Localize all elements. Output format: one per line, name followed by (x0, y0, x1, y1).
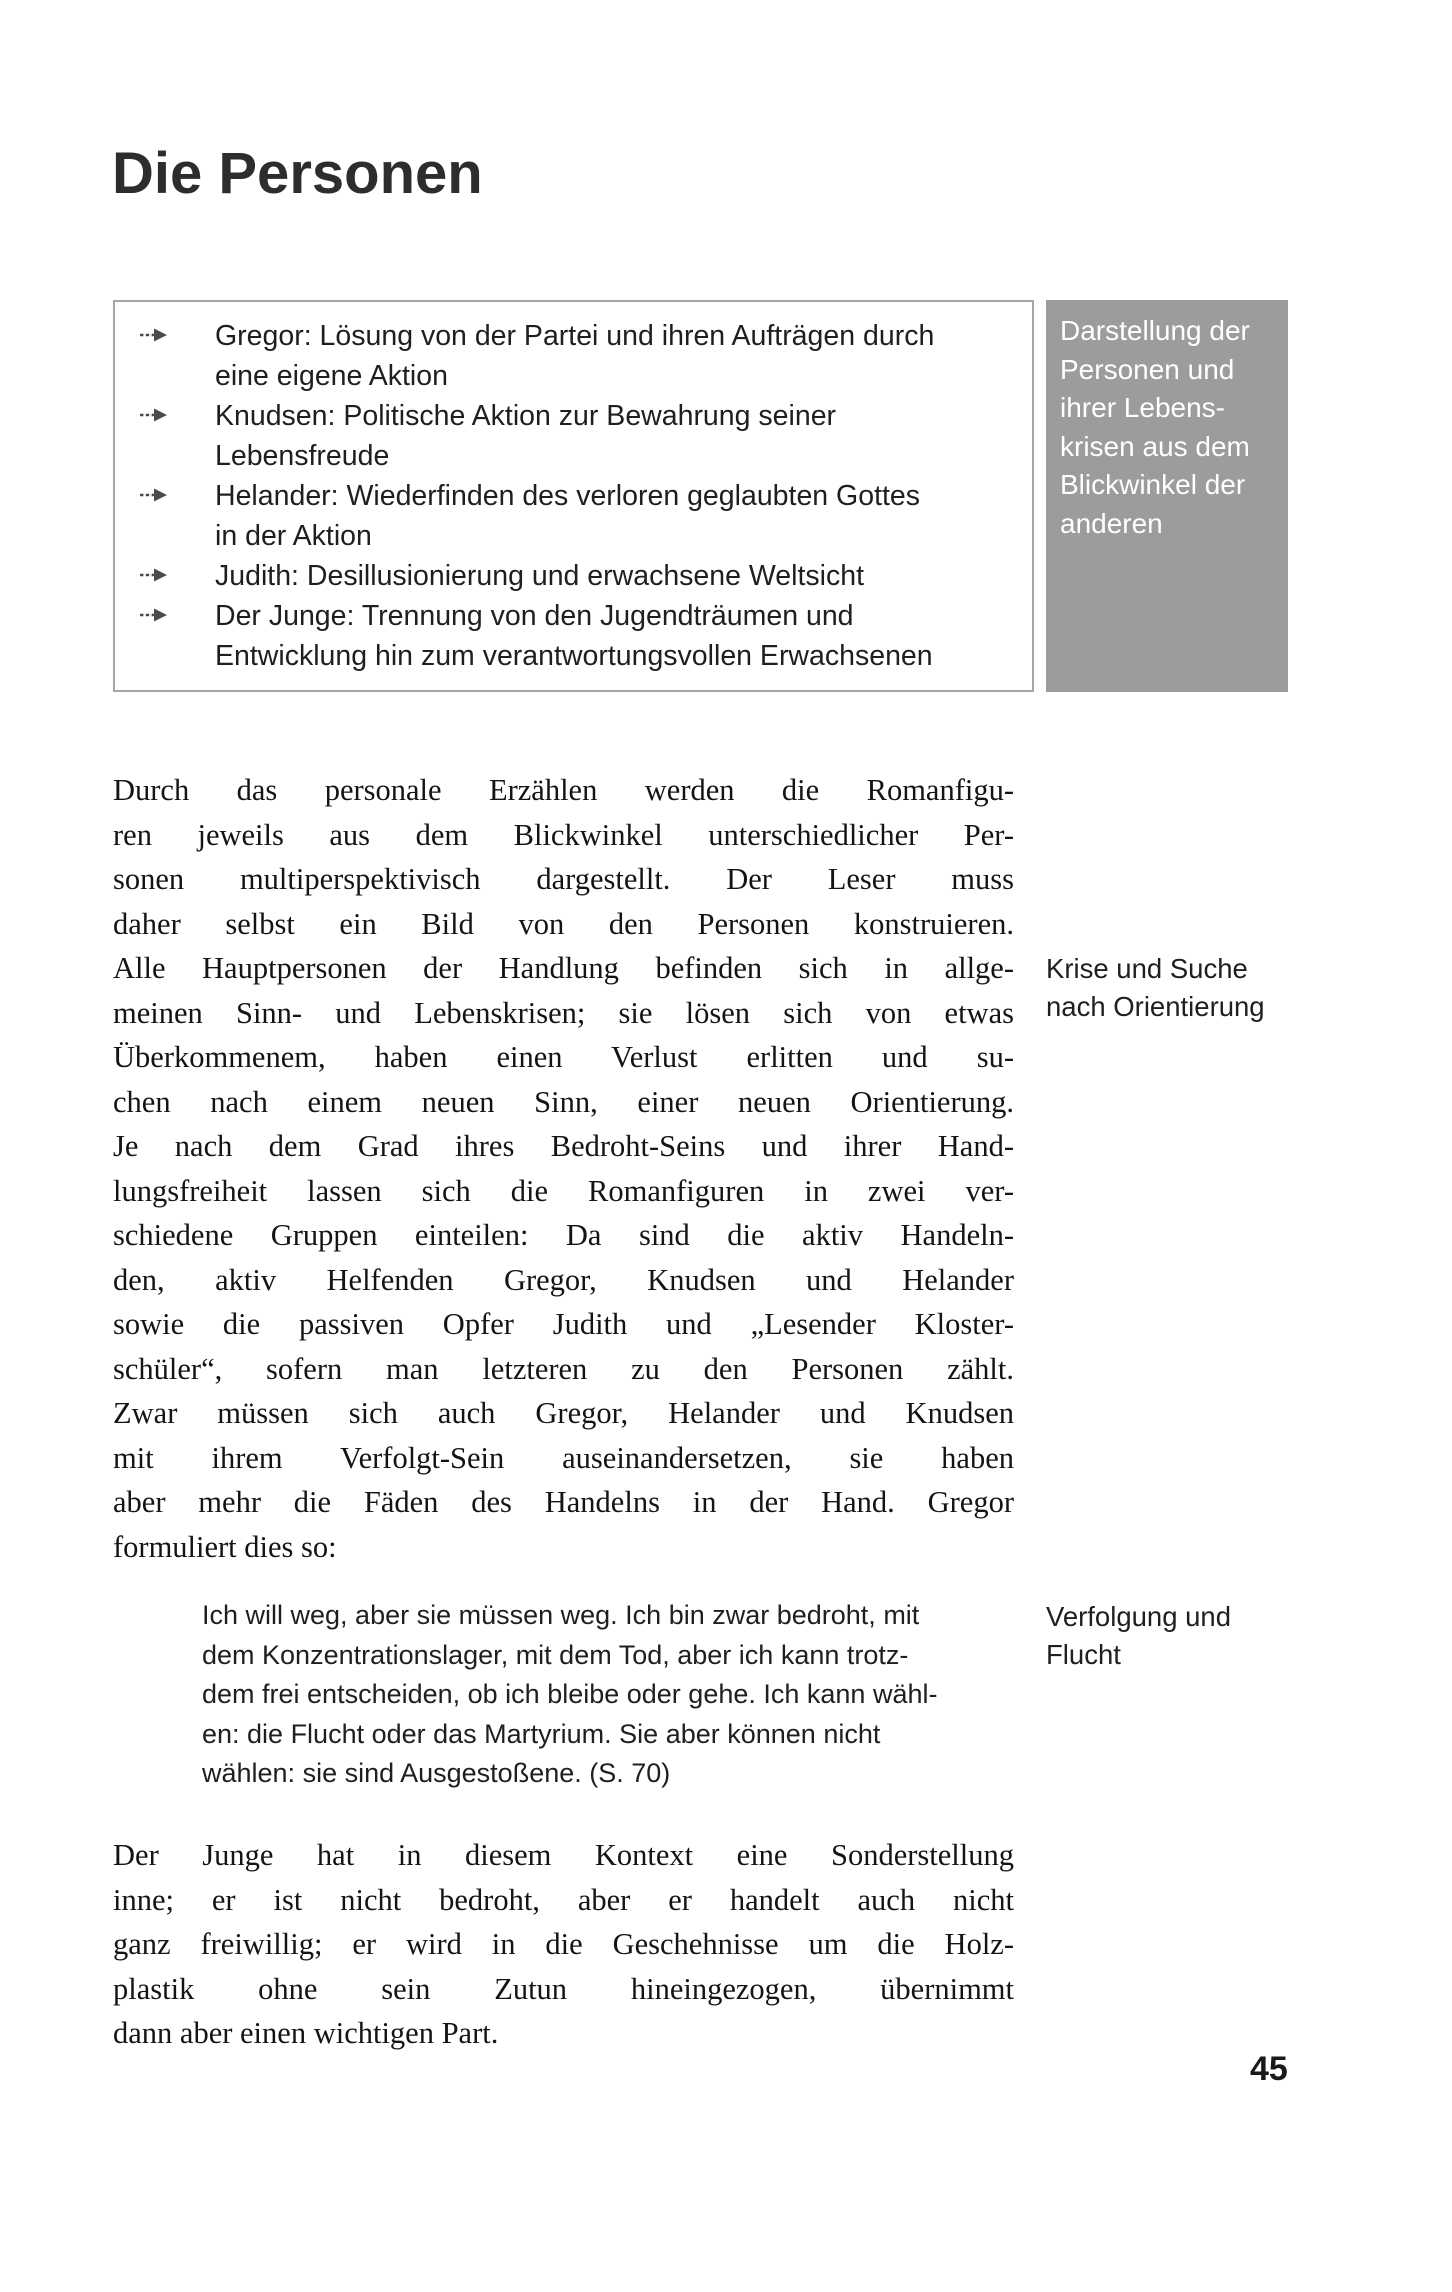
text-line: ganz freiwillig; er wird in die Geschehnisse um die Holz- (113, 1927, 1014, 1961)
summary-item-text (215, 396, 836, 476)
text-line: chen nach einem neuen Sinn, einer neuen Orientierung. (113, 1084, 1014, 1119)
text-line: Der Junge hat in diesem Kontext eine Sonderstellung (113, 1838, 1014, 1872)
text-line: Personen und (1060, 353, 1235, 385)
text-line: eine eigene Aktion (215, 360, 448, 392)
text-line: Der Junge: Trennung von den Jugendträumen und (215, 600, 854, 632)
paragraph-der-junge (113, 1833, 1014, 2056)
text-line: Entwicklung hin zum verantwortungsvollen Erwachsenen (215, 640, 933, 672)
text-line: Verfolgung und (1046, 1601, 1232, 1632)
paragraph-multiperspektive (113, 768, 1014, 1569)
text-line: anderen (1060, 507, 1163, 539)
text-line: plastik ohne sein Zutun hineingezogen, übernimmt (113, 1971, 1014, 2006)
text-line: dem Konzentrationslager, mit dem Tod, aber ich kann trotz- (202, 1639, 909, 1670)
text-line: aber mehr die Fäden des Handelns in der Hand. Gregor (113, 1485, 1014, 1519)
text-line: Helander: Wiederfinden des verloren geglaubten Gottes (215, 480, 921, 512)
text-line: Überkommenem, haben einen Verlust erlitten und su- (113, 1040, 1014, 1074)
margin-note-krise (1046, 950, 1336, 1026)
arrow-bullet-icon (125, 476, 215, 508)
text-line: Ich will weg, aber sie müssen weg. Ich bin zwar bedroht, mit (202, 1600, 920, 1630)
summary-item-text (215, 596, 933, 676)
text-line: den, aktiv Helfenden Gregor, Knudsen und Helander (113, 1262, 1014, 1297)
text-line: Zwar müssen sich auch Gregor, Helander und Knudsen (113, 1396, 1014, 1430)
character-summary-box (113, 300, 1034, 692)
summary-item-gregor (125, 316, 1022, 396)
text-line: sowie die passiven Opfer Judith und „Lesender Kloster- (113, 1307, 1014, 1341)
text-line: wählen: sie sind Ausgestoßene. (S. 70) (202, 1758, 671, 1788)
text-line: meinen Sinn- und Lebenskrisen; sie lösen sich von etwas (113, 995, 1014, 1030)
summary-item-helander (125, 476, 1022, 556)
text-line: formuliert dies so: (113, 1529, 337, 1564)
page-number: 45 (1250, 2050, 1288, 2088)
text-line: Darstellung der (1060, 315, 1250, 346)
text-line: dann aber einen wichtigen Part. (113, 2016, 499, 2050)
text-line: Krise und Suche (1046, 953, 1248, 984)
text-line: schiedene Gruppen einteilen: Da sind die aktiv Handeln- (113, 1218, 1014, 1252)
text-line: Alle Hauptpersonen der Handlung befinden sich in allge- (113, 951, 1014, 985)
text-line: mit ihrem Verfolgt-Sein auseinandersetzen, sie haben (113, 1440, 1014, 1475)
text-line: nach Orientierung (1046, 991, 1265, 1022)
text-line: Gregor: Lösung von der Partei und ihren Aufträgen durch (215, 320, 935, 352)
arrow-bullet-icon (125, 596, 215, 628)
text-line: Judith: Desillusionierung und erwachsene Weltsicht (215, 560, 864, 592)
summary-item-text (215, 476, 920, 556)
summary-item-text (215, 316, 934, 396)
text-line: schüler“, sofern man letzteren zu den Personen zählt. (113, 1351, 1014, 1386)
text-line: ren jeweils aus dem Blickwinkel unterschiedlicher Per- (113, 817, 1014, 852)
text-line: lungsfreiheit lassen sich die Romanfiguren in zwei ver- (113, 1173, 1014, 1208)
text-line: Blickwinkel der (1060, 469, 1246, 500)
text-line: krisen aus dem (1060, 430, 1250, 462)
arrow-bullet-icon (125, 396, 215, 428)
arrow-bullet-icon (125, 556, 215, 588)
text-line: in der Aktion (215, 520, 372, 552)
text-line: en: die Flucht oder das Martyrium. Sie aber können nicht (202, 1718, 881, 1749)
text-line: sonen multiperspektivisch dargestellt. Der Leser muss (113, 862, 1014, 896)
text-line: ihrer Lebens- (1060, 392, 1225, 423)
quote-block (202, 1596, 992, 1794)
text-line: inne; er ist nicht bedroht, aber er handelt auch nicht (113, 1882, 1014, 1917)
arrow-bullet-icon (125, 316, 215, 348)
summary-item-knudsen (125, 396, 1022, 476)
margin-note-verfolgung (1046, 1598, 1336, 1674)
margin-heading-box (1046, 300, 1288, 692)
text-line: Flucht (1046, 1639, 1121, 1670)
summary-item-text (215, 556, 864, 596)
text-line: Je nach dem Grad ihres Bedroht-Seins und ihrer Hand- (113, 1129, 1014, 1163)
summary-item-der-junge (125, 596, 1022, 676)
summary-item-judith (125, 556, 1022, 596)
text-line: Durch das personale Erzählen werden die Romanfigu- (113, 773, 1014, 807)
page-title: Die Personen (112, 141, 483, 206)
text-line: daher selbst ein Bild von den Personen konstruieren. (113, 906, 1014, 941)
text-line: dem frei entscheiden, ob ich bleibe oder gehe. Ich kann wähl- (202, 1679, 938, 1709)
text-line: Lebensfreude (215, 440, 390, 472)
text-line: Knudsen: Politische Aktion zur Bewahrung seiner (215, 400, 837, 432)
